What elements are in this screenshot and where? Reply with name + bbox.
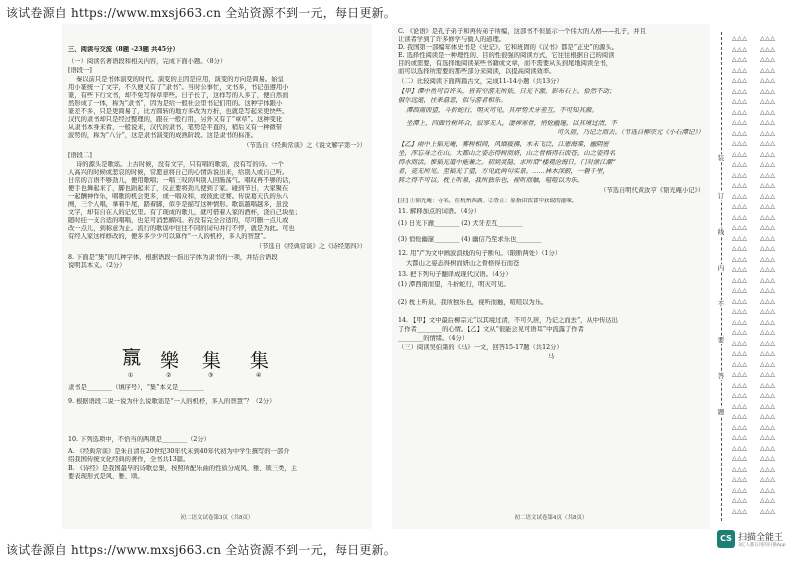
calligraphy-glyph: 集 [202,350,222,372]
text-line: 坐潭上，四面竹树环合，寂寥无人，凄神寒骨，悄怆幽邃。以其境过清，不 [406,120,617,127]
text-line: (1) 潭西南而望，斗折蛇行，明灭可见。 [398,281,510,288]
binding-warning-char: 要 [715,336,727,344]
text-line: 有经人家这样修改的，便多多少少可以算作“一人的机杼，多人的智慧”。 [68,233,270,240]
binding-warning-char: 内 [715,264,727,272]
text-line: （一）阅读名著语段和相关内容，完成下面小题。（8分） [68,58,227,65]
camscanner-logo-icon: CS [717,530,735,548]
calligraphy-glyph: 𣎆 [122,347,142,369]
text-line: 绍我国传统文化经典的著作，全书共13篇。 [68,456,190,463]
text-line: (3) 悄怆幽邃________ (4) 幽信乃至求乐也________ [398,236,542,243]
calligraphy-glyph-row [122,346,312,379]
text-line: 目的或需要，有选择地阅读某些书籍或文章，而不需要从头到尾地阅读全书， [398,60,613,67]
text-line: 三、阅读与交流（8题 -23题 共45分） [68,46,179,53]
binding-warning-char: 订 [715,192,727,200]
text-line: 8. 下面是“集”的几种字体，根据语段一指出字体为隶书的一项，并结合语段 [68,254,278,261]
text-line: [语段一] [68,67,92,74]
text-line: 隶书是________（填序号），“集”本义是________ [68,384,204,391]
text-line: 坐，浑忘身之在山。大都山之姿态得树而妍，山之骨格得石而苍。山之姿得名 [398,150,616,157]
text-line: 然形成了一体，称为“隶书”，因为是给一般社会里书记们用的。这种字体跟小 [68,100,283,107]
binding-warning-char: 题 [715,408,727,416]
text-line: 阕，三个人唱，拿着牛尾，踏着脚，似乎是描写这种情形。歌谣越唱越多，虽没 [68,201,289,208]
text-line: 从隶书本身来看，一般说来，汉代的隶书，笔势是平直的，稍后又有一种微带 [68,124,283,131]
text-line: 10. 下列选项中，不恰当的两项是________（2分） [68,436,210,443]
source-banner-top: 该试卷源自 https://www.mxsj663.cn 全站资源不到一元，每日更新。 [6,6,396,20]
text-line: 诗的源头是歌谣。上古时候，没有文字，只有唱的歌谣，没有写的诗。一个 [76,161,284,168]
text-line: 了作者________的心情。【乙】文从“很能会见可语耳”中流露了作者 [398,326,584,333]
text-line: 日常的言语不够劲儿，便用歌唱；一唱三叹的叫别人回肠荡气。唱叹再不够的话， [68,177,295,184]
text-line: ________的情绪。（4分） [398,335,469,342]
scanner-app-name: 扫描全能王 [738,533,784,543]
text-line: 波势的，称为“八分”，这是隶书演变的成熟阶段。这是隶书的标准。 [68,132,258,139]
scanner-watermark [717,528,793,550]
page-footer: 初二语文试卷第3页（共8页） [180,515,254,521]
text-line: 而可以选择所需要的那些部分来阅读，以提高阅读效率。 [398,68,556,75]
text-line: 篆差不多，只是更简易了，比方圆转的地方多改为方折，也就是写起来更快些。 [68,108,289,115]
text-line: 随时挂一支合适的唱唱，也足可消愁解闷。若没有完全合适的，尽可删一点儿或 [68,217,289,224]
text-line: 篆，有些下行文书，却不免写得草率些。日子长了，这样写的人多了，便自然而 [68,92,289,99]
binding-warning-char: 答 [715,372,727,380]
text-line: [注] ①韬光庵：寺名，在杭州西湖。②杳芷：原指由饮食中获取的滋味。 [398,198,578,204]
calligraphy-glyph: 集 [250,350,270,372]
text-line: 【乙】雨中上韬光庵，雾树相间，风烟披拂，木末飞泛，江患海棠，幽阴密 [398,141,609,148]
text-line: （二）比较阅读下面两篇古文，完成11-14小题（共13分） [398,78,563,85]
text-line: C. 《论语》是孔子弟子和再传弟子所编，这部书不但显示一个伟大的人格——孔子，并且 [398,28,646,35]
glyph-number: ④ [256,372,262,379]
text-line: (2) 枕上听泉，我所独乐也，视听而触，喧喧以为乐。 [398,299,548,306]
text-line: 用小篆统一了文字，不久便又有了“隶书”。当时公事忙，文书多，书记虽遵用小 [68,84,289,91]
text-line: 13. 把下列句子翻译成现代汉语。（4分） [398,271,512,278]
text-line: 潭西南而望，斗折蛇行，明灭可见。其岸势犬牙差互，不可知其源。 [406,107,598,114]
glyph-number: ② [166,372,172,379]
exam-page-3 [62,24,372,529]
text-line: 一起酬神作乐，唱歌的机会更多，或一唱众和，或彼此竞赛。传说葛天氏的乐八 [68,193,289,200]
text-line: 便手也舞起来了，脚也蹈起来了，反正要将劲儿使到了家。碰到节日，大家聚在 [68,185,289,192]
binding-warning-char: 装 [715,154,727,162]
text-line: （节选自明代黄汝亨《韬光庵小记》） [600,187,704,194]
scanner-tagline: 3亿人都在用的扫描App [738,543,786,548]
text-line: 12. 用“/”为文中画波浪线的句子断句。（限断两处）（1分） [398,250,562,257]
binding-margin [714,24,784,529]
text-line: 人高兴的时候或悲哀的时候，常愿意将自己的心情诉说出来，给别人或自己听。 [68,169,289,176]
binding-warning-char: 线 [715,228,727,236]
text-line: 可久居，乃记之而去。（节选自柳宗元《小石潭记》） [557,129,704,136]
text-line: 大都山之姿态得树而妍山之骨格得石而苍 [406,260,520,267]
glyph-number: ③ [208,372,214,379]
text-line: 汉代的隶书却只是经过整理的，跟在一般行用，另外又有了“章草”。这种变化 [68,116,283,123]
text-line: （三）阅读吴伯箫的《马》一文，回答15-17题（共12分） [398,344,563,351]
triangle-marks-column: △△△ △△△ △△△ △△△ △△△ △△△ △△△ △△△ △△△ △△△ △△△ △△△ △△△ △△△ △△△ △△△ △△△ △△△ △△△ △△△ △△△ △△△ △△△ △△△ △△△ △△△ △△△ △△△ △△△ △△△ △△△ △△△ △△△ △△△ △△△ △△△ △△△ △△△ △△△ △△△ △△△ △△△ △△△ △△△ △△△ △△△ [732,35,748,515]
text-line: 要表现形式是风、雅、颂。 [68,473,144,480]
text-line: E. 选择性阅读是一种理性的、目的性很强的阅读方式，它往往根据自己的阅读 [398,52,615,59]
text-line: 【甲】潭中鱼可百许头，皆若空游无所依。日光下澈，影布石上。佁然不动； [398,88,616,95]
text-line: 秦以前只是书体演变的时代。演变的主因是应用，演变的方向是简易。始皇 [76,76,284,83]
text-line: （节选自《经典常谈》之《诗经第四》） [255,243,366,250]
exam-page-4 [392,24,710,529]
text-line: 者，竟无所见。至韬光了望，方见此两句实景。……林木深蔚，一碧千里， [398,168,609,175]
text-line: D. 我国第一部编年体史书是《史记》，它和班固的《汉书》都是“正史”的源头。 [398,44,618,51]
text-line: 说明其本义。（2分） [68,262,126,269]
text-line: 让读者学到了许多修学与做人的道理。 [398,36,506,43]
text-line: 11. 解释加点的词语。（4分） [398,208,481,215]
glyph-number: ① [128,372,134,379]
binding-warning-char: 不 [715,300,727,308]
triangle-marks-column: △△△ △△△ △△△ △△△ △△△ △△△ △△△ △△△ △△△ △△△ △△△ △△△ △△△ △△△ △△△ △△△ △△△ △△△ △△△ △△△ △△△ △△△ △△△ △△△ △△△ △△△ △△△ △△△ △△△ △△△ △△△ △△△ △△△ △△△ △△△ △△△ △△△ △△△ △△△ △△△ △△△ △△△ △△△ △△△ △△△ △△△ [760,35,776,515]
text-line: 14. 【甲】文中最后柳宗元“以其境过清，不可久居，乃记之而去”，从中传达出 [398,317,618,324]
text-line: 转之得不可以。枕上听泉，我所独乐也，视听而触，喧喧以为乐。 [398,177,584,184]
text-line: 得水而活。惟韬光道中能兼之。初到灵隐，求所谓“楼观沧海日，门对浙江潮” [398,159,616,166]
text-line: A. 《经典常谈》是朱自清在20世纪30年代末到40年代初为中学生撰写的一部介 [68,448,290,455]
text-line: 9. 根据语段二说一说为什么说歌谣是“一人的机杼，多人的智慧”？（2分） [68,398,276,405]
text-line: 俶尔远逝，往来翕忽，似与游者相乐。 [398,97,507,104]
text-line: （节选自《经典常谈》之《说文解字第一》） [243,142,366,149]
text-line: (1) 日光下澈________ (2) 犬牙差互________ [398,220,523,227]
source-banner-bottom: 该试卷源自 https://www.mxsj663.cn 全站资源不到一元，每日更新。 [6,543,396,557]
text-line: [语段二] [68,152,92,159]
text-line: 文字，却有自在人的记忆里。有了现成的歌儿，就可借着人家的酒杯，浇自己块垒； [68,209,301,216]
calligraphy-glyph: 樂 [160,350,180,372]
page-footer: 初二语文试卷第4页（共8页） [514,515,588,521]
binding-dashed-line [721,32,722,521]
text-line: B. 《诗经》是我国最早的诗歌总集，按照所配乐曲的性质分成风、雅、颂三类，主 [68,465,298,472]
text-line: 马 [547,353,555,360]
text-line: 改一点儿，到称意为止。流行的歌谣中往往不同的词句并行不悖，就是为此。可也 [68,225,295,232]
